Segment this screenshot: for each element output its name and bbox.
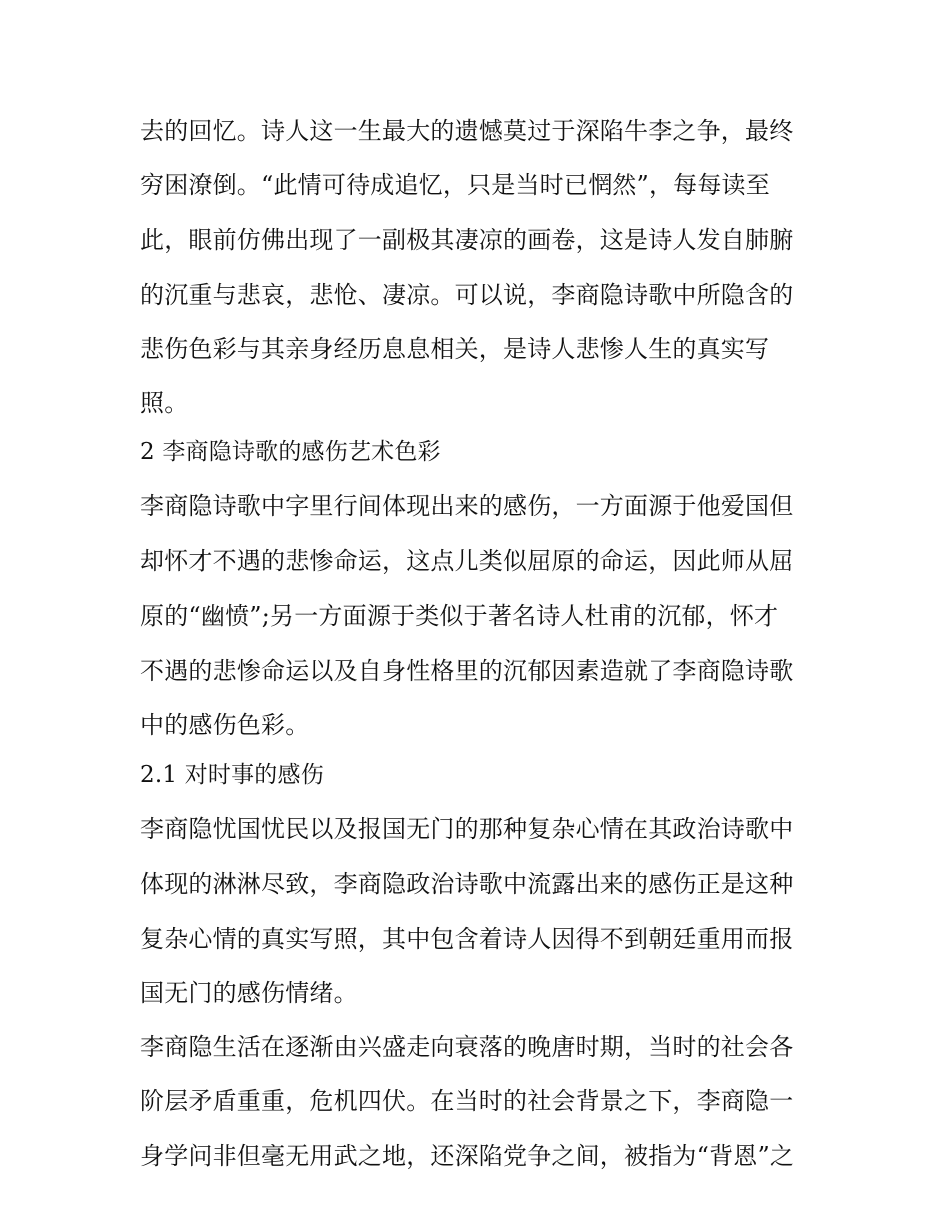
text-line: 体现的淋淋尽致，李商隐政治诗歌中流露出来的感伤正是这种 <box>140 870 794 898</box>
subsection-heading: 2.1 对时事的感伤 <box>140 762 324 788</box>
text-line: 身学问非但毫无用武之地，还深陷党争之间，被指为“背恩”之 <box>140 1142 795 1170</box>
text-line: 国无门的感伤情绪。 <box>140 979 358 1007</box>
text-line: 穷困潦倒。“此情可待成追忆，只是当时已惘然”，每每读至 <box>140 171 770 199</box>
text-line: 悲伤色彩与其亲身经历息息相关，是诗人悲惨人生的真实写 <box>140 335 770 363</box>
text-line: 复杂心情的真实写照，其中包含着诗人因得不到朝廷重用而报 <box>140 925 794 953</box>
text-line: 不遇的悲惨命运以及自身性格里的沉郁因素造就了李商隐诗歌 <box>140 657 794 685</box>
text-line: 却怀才不遇的悲惨命运，这点儿类似屈原的命运，因此师从屈 <box>140 547 794 575</box>
text-line: 此，眼前仿佛出现了一副极其凄凉的画卷，这是诗人发自肺腑 <box>140 226 794 254</box>
text-line: 李商隐生活在逐渐由兴盛走向衰落的晚唐时期，当时的社会各 <box>140 1033 794 1061</box>
text-line: 的沉重与悲哀，悲怆、凄凉。可以说，李商隐诗歌中所隐含的 <box>140 281 794 309</box>
text-line: 阶层矛盾重重，危机四伏。在当时的社会背景之下，李商隐一 <box>140 1087 794 1115</box>
text-line: 中的感伤色彩。 <box>140 711 310 739</box>
text-line: 照。 <box>140 389 189 417</box>
section-heading: 2 李商隐诗歌的感伤艺术色彩 <box>140 439 441 465</box>
text-line: 李商隐诗歌中字里行间体现出来的感伤，一方面源于他爱国但 <box>140 492 794 520</box>
text-line: 去的回忆。诗人这一生最大的遗憾莫过于深陷牛李之争，最终 <box>140 117 794 145</box>
text-line: 李商隐忧国忧民以及报国无门的那种复杂心情在其政治诗歌中 <box>140 815 794 843</box>
text-line: 原的“幽愤”;另一方面源于类似于著名诗人杜甫的沉郁，怀才 <box>140 602 779 630</box>
